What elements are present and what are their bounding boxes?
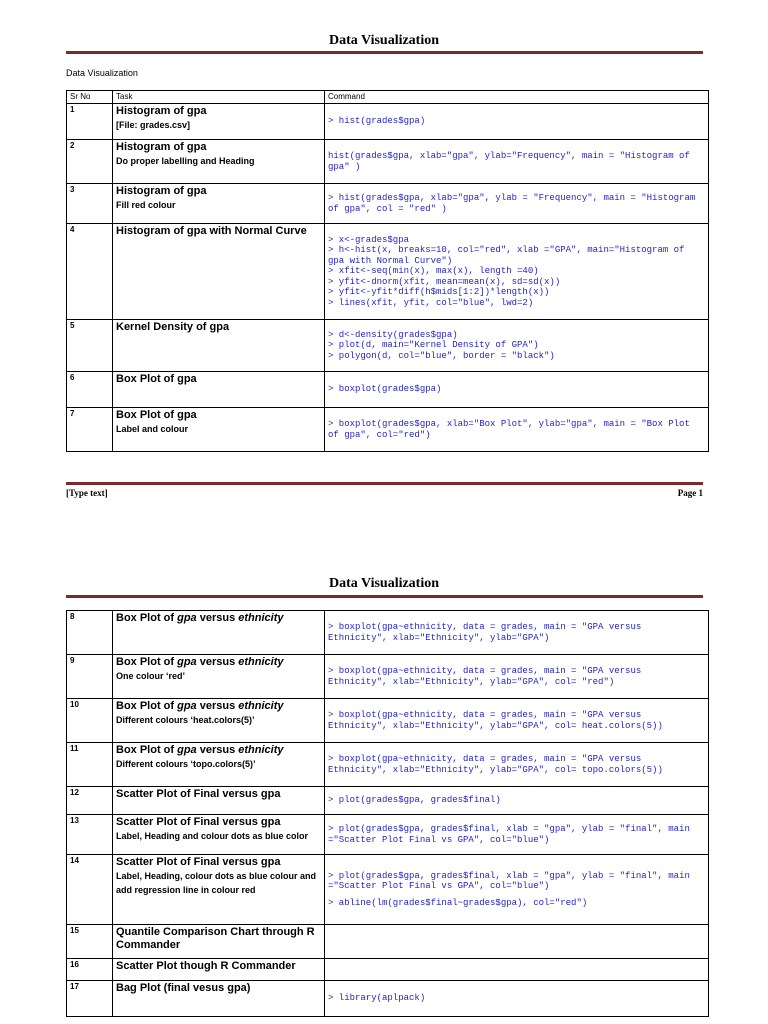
table-row bbox=[67, 224, 709, 320]
task-title: Histogram of gpa with Normal Curve bbox=[116, 225, 307, 237]
task-description: [File: grades.csv] bbox=[116, 120, 191, 130]
row-number: 3 bbox=[67, 184, 113, 224]
command-line: > boxplot(gpa~ethnicity, data = grades, main = "GPA versus Ethnicity", xlab="Ethnicity", ylab="GPA", col= heat.colors(5)) bbox=[328, 710, 663, 731]
task-title: Quantile Comparison Chart through R Commander bbox=[116, 926, 315, 951]
task-title-part: gpa bbox=[177, 612, 197, 624]
column-header-srno: Sr No bbox=[67, 91, 113, 104]
task-description: One colour ‘red’ bbox=[116, 671, 186, 681]
task-title-part: versus bbox=[196, 744, 239, 756]
task-title: Histogram of gpa bbox=[116, 105, 207, 117]
page2-header: Data Visualization bbox=[328, 576, 440, 591]
command-line: > yfit<-yfit*diff(h$mids[1:2])*length(x)) bbox=[328, 287, 550, 298]
task-cell bbox=[113, 224, 325, 320]
task-title-part: Box Plot of bbox=[116, 744, 178, 756]
row-number: 16 bbox=[67, 959, 113, 981]
task-title bbox=[116, 656, 321, 669]
command-cell bbox=[325, 408, 709, 452]
row-number: 13 bbox=[67, 815, 113, 855]
task-cell bbox=[113, 408, 325, 452]
page-number: Page 1 bbox=[677, 488, 703, 498]
task-title-part: gpa bbox=[177, 744, 197, 756]
task-title-part: gpa bbox=[177, 700, 197, 712]
command-cell bbox=[325, 224, 709, 320]
command-line: > library(aplpack) bbox=[328, 993, 426, 1004]
commands-table-page2 bbox=[66, 610, 709, 1017]
task-title: Box Plot of gpa bbox=[116, 373, 197, 385]
task-cell bbox=[113, 815, 325, 855]
command-cell bbox=[325, 925, 709, 959]
task-title: Histogram of gpa bbox=[116, 185, 207, 197]
task-cell bbox=[113, 855, 325, 925]
row-number: 5 bbox=[67, 320, 113, 372]
task-title-part: ethnicity bbox=[238, 744, 284, 756]
column-header-task: Task bbox=[113, 91, 325, 104]
row-number: 17 bbox=[67, 981, 113, 1017]
page1-header: Data Visualization bbox=[328, 33, 440, 48]
header-rule bbox=[66, 51, 703, 54]
task-title-part: Box Plot of bbox=[116, 700, 178, 712]
task-cell bbox=[113, 925, 325, 959]
command-cell bbox=[325, 981, 709, 1017]
command-line: > yfit<-dnorm(xfit, mean=mean(x), sd=sd(x)) bbox=[328, 276, 561, 287]
row-number: 7 bbox=[67, 408, 113, 452]
command-cell bbox=[325, 611, 709, 655]
row-number: 15 bbox=[67, 925, 113, 959]
command-line: > lines(xfit, yfit, col="blue", lwd=2) bbox=[328, 297, 534, 308]
table-row bbox=[67, 925, 709, 959]
command-cell bbox=[325, 815, 709, 855]
table-row bbox=[67, 611, 709, 655]
task-title: Scatter Plot though R Commander bbox=[116, 960, 296, 972]
table-row bbox=[67, 184, 709, 224]
table-row bbox=[67, 981, 709, 1017]
table-row bbox=[67, 140, 709, 184]
command-line: > hist(grades$gpa, xlab="gpa", ylab = "Frequency", main = "Histogram of gpa", col = "red" ) bbox=[328, 193, 701, 214]
command-cell bbox=[325, 787, 709, 815]
row-number: 9 bbox=[67, 655, 113, 699]
task-title: Bag Plot (final vesus gpa) bbox=[116, 982, 251, 994]
command-line: > boxplot(gpa~ethnicity, data = grades, main = "GPA versus Ethnicity", xlab="Ethnicity", ylab="GPA") bbox=[328, 622, 647, 643]
task-cell bbox=[113, 372, 325, 408]
table-row bbox=[67, 104, 709, 140]
command-line: > plot(grades$gpa, grades$final) bbox=[328, 795, 501, 806]
row-number: 6 bbox=[67, 372, 113, 408]
task-title bbox=[116, 612, 321, 625]
commands-table-page1 bbox=[66, 90, 709, 452]
row-number: 14 bbox=[67, 855, 113, 925]
command-cell bbox=[325, 655, 709, 699]
task-title: Scatter Plot of Final versus gpa bbox=[116, 816, 281, 828]
row-number: 4 bbox=[67, 224, 113, 320]
task-cell bbox=[113, 104, 325, 140]
task-title-part: Box Plot of bbox=[116, 656, 178, 668]
footer-left: [Type text] bbox=[66, 488, 108, 498]
row-number: 11 bbox=[67, 743, 113, 787]
command-line: > boxplot(grades$gpa) bbox=[328, 384, 442, 395]
task-cell bbox=[113, 787, 325, 815]
task-cell bbox=[113, 611, 325, 655]
task-title: Kernel Density of gpa bbox=[116, 321, 230, 333]
command-line: > x<-grades$gpa bbox=[328, 234, 410, 245]
command-line: > plot(grades$gpa, grades$final, xlab = "gpa", ylab = "final", main ="Scatter Plot Final vs GPA", col="blue") bbox=[328, 824, 696, 845]
command-cell bbox=[325, 104, 709, 140]
task-cell bbox=[113, 959, 325, 981]
task-title-part: ethnicity bbox=[238, 700, 284, 712]
command-line: > boxplot(gpa~ethnicity, data = grades, main = "GPA versus Ethnicity", xlab="Ethnicity", ylab="GPA", col= "red") bbox=[328, 666, 647, 687]
command-cell bbox=[325, 320, 709, 372]
command-line: > abline(lm(grades$final~grades$gpa), col="red") bbox=[328, 897, 588, 908]
table-row bbox=[67, 699, 709, 743]
task-title-part: versus bbox=[196, 700, 239, 712]
task-title-part: Box Plot of bbox=[116, 612, 178, 624]
task-description: Label, Heading, colour dots as blue colour and add regression line in colour red bbox=[116, 871, 317, 895]
table-row bbox=[67, 408, 709, 452]
task-title-part: ethnicity bbox=[238, 656, 284, 668]
task-cell bbox=[113, 140, 325, 184]
row-number: 8 bbox=[67, 611, 113, 655]
command-line: > polygon(d, col="blue", border = "black") bbox=[328, 350, 555, 361]
task-title: Box Plot of gpa bbox=[116, 409, 197, 421]
task-title bbox=[116, 700, 321, 713]
footer-rule bbox=[66, 482, 703, 485]
command-line: > d<-density(grades$gpa) bbox=[328, 329, 458, 340]
row-number: 1 bbox=[67, 104, 113, 140]
task-description: Label, Heading and colour dots as blue color bbox=[116, 831, 309, 841]
task-cell bbox=[113, 699, 325, 743]
table-row bbox=[67, 743, 709, 787]
task-description: Different colours ‘topo.colors(5)’ bbox=[116, 759, 256, 769]
command-cell bbox=[325, 855, 709, 925]
table-row bbox=[67, 815, 709, 855]
task-title-part: gpa bbox=[177, 656, 197, 668]
table-row bbox=[67, 787, 709, 815]
task-title: Scatter Plot of Final versus gpa bbox=[116, 856, 281, 868]
command-line: > h<-hist(x, breaks=10, col="red", xlab ="GPA", main="Histogram of gpa with Normal Curve") bbox=[328, 245, 690, 266]
task-title: Scatter Plot of Final versus gpa bbox=[116, 788, 281, 800]
row-number: 12 bbox=[67, 787, 113, 815]
table-row bbox=[67, 655, 709, 699]
table-row bbox=[67, 959, 709, 981]
command-cell bbox=[325, 699, 709, 743]
task-cell bbox=[113, 743, 325, 787]
task-title: Histogram of gpa bbox=[116, 141, 207, 153]
command-line: > plot(d, main="Kernel Density of GPA") bbox=[328, 340, 539, 351]
task-title bbox=[116, 744, 321, 757]
command-line: > boxplot(grades$gpa, xlab="Box Plot", ylab="gpa", main = "Box Plot of gpa", col="red") bbox=[328, 419, 696, 440]
command-cell bbox=[325, 140, 709, 184]
task-cell bbox=[113, 981, 325, 1017]
task-description: Different colours ‘heat.colors(5)’ bbox=[116, 715, 255, 725]
command-line: > boxplot(gpa~ethnicity, data = grades, main = "GPA versus Ethnicity", xlab="Ethnicity", ylab="GPA", col= topo.colors(5)) bbox=[328, 754, 663, 775]
page1-subtitle: Data Visualization bbox=[66, 68, 138, 78]
command-line: hist(grades$gpa, xlab="gpa", ylab="Frequency", main = "Histogram of gpa" ) bbox=[328, 151, 696, 172]
row-number: 10 bbox=[67, 699, 113, 743]
header-rule bbox=[66, 595, 703, 598]
table-row bbox=[67, 372, 709, 408]
table-header-row bbox=[67, 91, 709, 104]
table-row bbox=[67, 320, 709, 372]
task-description: Fill red colour bbox=[116, 200, 176, 210]
table-row bbox=[67, 855, 709, 925]
command-cell bbox=[325, 959, 709, 981]
task-description: Do proper labelling and Heading bbox=[116, 156, 255, 166]
task-description: Label and colour bbox=[116, 424, 189, 434]
command-line: > plot(grades$gpa, grades$final, xlab = "gpa", ylab = "final", main ="Scatter Plot Final vs GPA", col="blue") bbox=[328, 870, 696, 892]
task-title-part: versus bbox=[196, 612, 239, 624]
command-cell bbox=[325, 743, 709, 787]
command-line: > xfit<-seq(min(x), max(x), length =40) bbox=[328, 266, 539, 277]
command-cell bbox=[325, 184, 709, 224]
task-cell bbox=[113, 184, 325, 224]
task-cell bbox=[113, 655, 325, 699]
column-header-command: Command bbox=[325, 91, 709, 104]
task-cell bbox=[113, 320, 325, 372]
task-title-part: ethnicity bbox=[238, 612, 284, 624]
row-number: 2 bbox=[67, 140, 113, 184]
command-line: > hist(grades$gpa) bbox=[328, 116, 426, 127]
task-title-part: versus bbox=[196, 656, 239, 668]
command-cell bbox=[325, 372, 709, 408]
